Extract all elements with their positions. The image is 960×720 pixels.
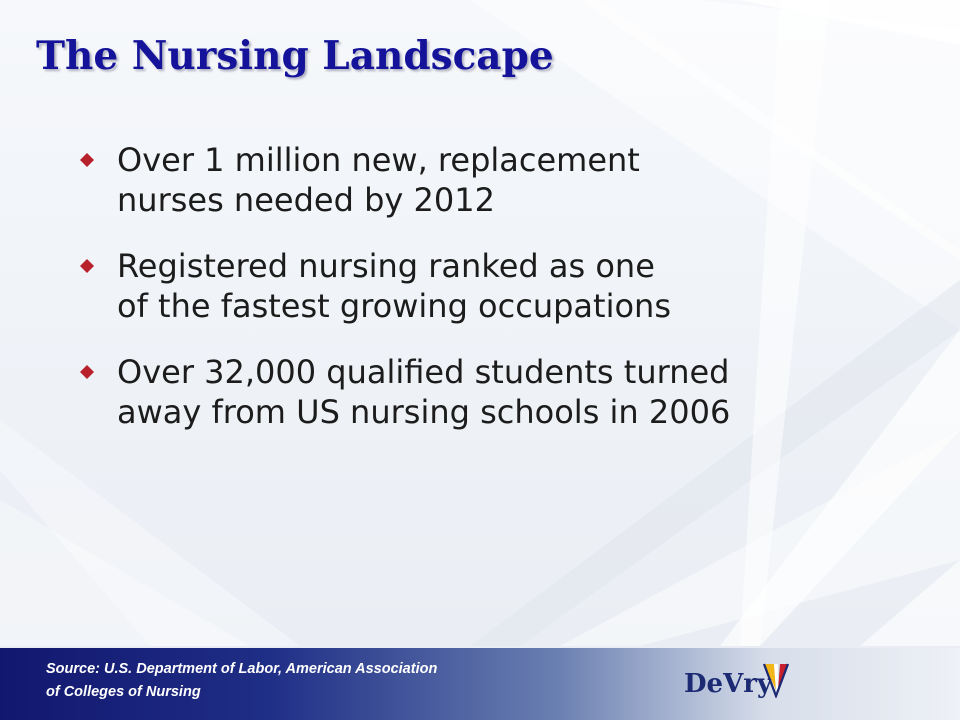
bullet-text-line: Registered nursing ranked as one bbox=[117, 247, 655, 285]
devry-shield-logo-icon bbox=[762, 662, 790, 698]
bullet-text-line: away from US nursing schools in 2006 bbox=[117, 393, 731, 431]
bullet-text-line: nurses needed by 2012 bbox=[117, 181, 495, 219]
bullet-item bbox=[80, 140, 920, 220]
source-line: Source: U.S. Department of Labor, American Association bbox=[46, 661, 438, 677]
bullet-text-line: Over 32,000 qualified students turned bbox=[117, 353, 730, 391]
source-citation bbox=[46, 658, 566, 704]
diamond-bullet-icon bbox=[80, 365, 94, 379]
diamond-bullet-icon bbox=[80, 259, 94, 273]
bullet-item bbox=[80, 246, 920, 326]
slide-title: The Nursing Landscape bbox=[36, 33, 554, 79]
brand-name: DeVry bbox=[684, 669, 773, 699]
source-line: of Colleges of Nursing bbox=[46, 684, 201, 700]
diamond-bullet-icon bbox=[80, 153, 94, 167]
bullet-list bbox=[80, 140, 920, 458]
bullet-text-line: of the fastest growing occupations bbox=[117, 287, 671, 325]
bullet-text-line: Over 1 million new, replacement bbox=[117, 141, 640, 179]
bullet-item bbox=[80, 352, 920, 432]
